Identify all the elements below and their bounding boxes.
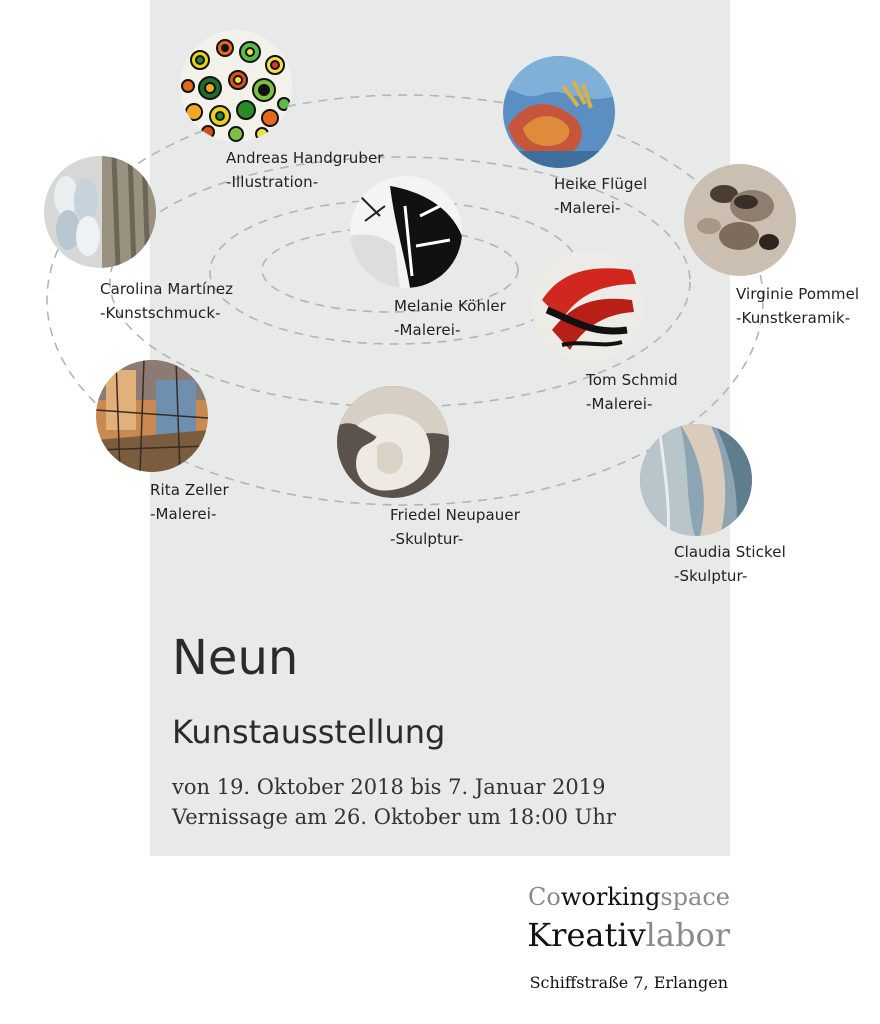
venue-logo [527, 880, 730, 956]
artist-discipline: -Malerei- [554, 199, 621, 217]
artist-discipline: -Skulptur- [390, 530, 464, 548]
artwork-carolina-martinez [44, 156, 156, 268]
artist-name: Friedel Neupauer [390, 506, 520, 524]
exhibition-subtitle: Kunstausstellung [172, 713, 446, 751]
artist-name: Carolina Martínez [100, 280, 234, 298]
exhibition-dates [172, 772, 616, 832]
artwork-claudia-stickel [640, 424, 752, 536]
artist-label-andreas-handgruber [226, 146, 384, 194]
artwork-virginie-pommel [684, 164, 796, 276]
artwork-rita-zeller [96, 360, 208, 472]
artist-discipline: -Malerei- [586, 395, 653, 413]
artist-name: Andreas Handgruber [226, 149, 384, 167]
venue-address: Schiffstraße 7, Erlangen [529, 973, 728, 992]
artist-discipline: -Kunstschmuck- [100, 304, 221, 322]
brand-line-kreativlabor: Kreativlabor [527, 916, 730, 954]
artwork-melanie-koehler [350, 176, 462, 288]
artist-discipline: -Malerei- [394, 321, 461, 339]
artist-name: Melanie Köhler [394, 297, 506, 315]
artist-name: Virginie Pommel [736, 285, 860, 303]
artist-discipline: -Illustration- [226, 173, 319, 191]
artwork-heike-fluegel [503, 56, 615, 168]
date-range: von 19. Oktober 2018 bis 7. Januar 2019 [172, 775, 606, 799]
artist-label-tom-schmid [586, 368, 678, 416]
artwork-andreas-handgruber [180, 30, 292, 142]
artist-label-carolina-martinez [100, 277, 233, 325]
exhibition-title: Neun [172, 630, 299, 686]
artist-label-heike-fluegel [554, 172, 647, 220]
artist-label-friedel-neupauer [390, 503, 520, 551]
artist-discipline: -Malerei- [150, 505, 217, 523]
artist-discipline: -Kunstkeramik- [736, 309, 851, 327]
artist-discipline: -Skulptur- [674, 567, 748, 585]
vernissage-info: Vernissage am 26. Oktober um 18:00 Uhr [172, 805, 616, 829]
artist-label-melanie-koehler [394, 294, 506, 342]
artwork-friedel-neupauer [337, 386, 449, 498]
artist-label-rita-zeller [150, 478, 229, 526]
artist-name: Heike Flügel [554, 175, 648, 193]
artwork-tom-schmid [532, 250, 644, 362]
artist-name: Tom Schmid [586, 371, 678, 389]
artist-label-virginie-pommel [736, 282, 859, 330]
artist-label-claudia-stickel [674, 540, 786, 588]
artist-name: Claudia Stickel [674, 543, 786, 561]
artist-name: Rita Zeller [150, 481, 229, 499]
brand-line-coworkingspace: Coworkingspace [528, 883, 730, 911]
